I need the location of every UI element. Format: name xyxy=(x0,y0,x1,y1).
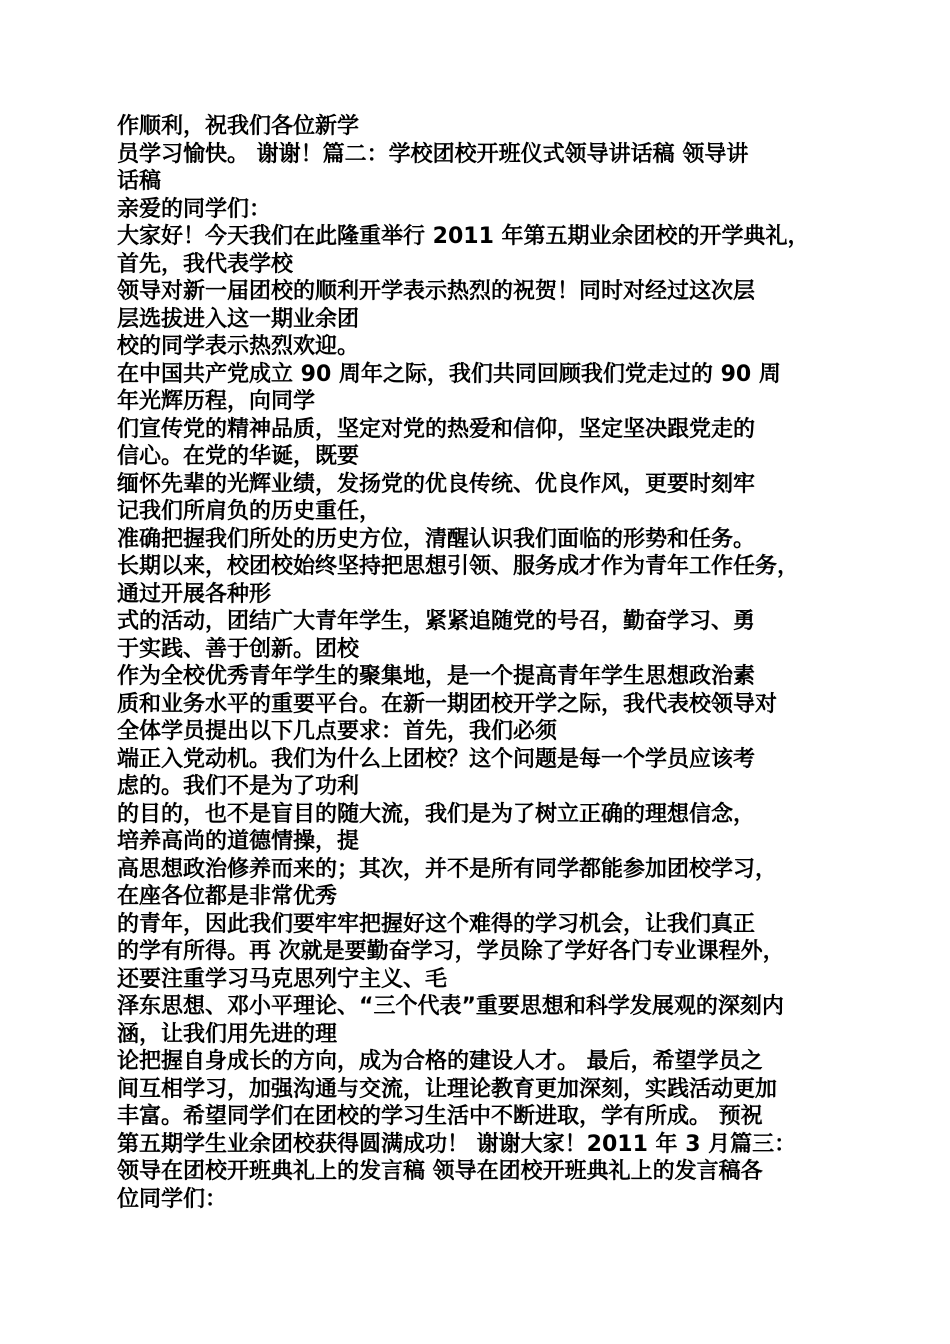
text-line: 的目的，也不是盲目的随大流，我们是为了树立正确的理想信念， xyxy=(117,801,756,827)
text-line: 记我们所肩负的历史重任， xyxy=(117,499,382,524)
text-line: 通过开展各种形 xyxy=(117,581,272,607)
text-line: 长期以来，校团校始终坚持把思想引领、服务成才作为青年工作任务， xyxy=(117,554,800,579)
text-line: 信心。在党的华诞，既要 xyxy=(117,444,360,469)
text-line: 泽东思想、邓小平理论、“三个代表”重要思想和科学发展观的深刻内 xyxy=(117,994,784,1019)
text-line: 培养高尚的道德情操，提 xyxy=(117,829,360,854)
text-line: 第五期学生业余团校获得圆满成功！ 谢谢大家！2011 年 3 月篇三： xyxy=(117,1131,797,1157)
text-line: 话稿 xyxy=(117,169,162,194)
text-line: 准确把握我们所处的历史方位，清醒认识我们面临的形势和任务。 xyxy=(117,526,756,552)
text-line: 大家好！今天我们在此隆重举行 2011 年第五期业余团校的开学典礼， xyxy=(117,224,810,249)
text-line: 们宣传党的精神品质，坚定对党的热爱和信仰，坚定坚决跟党走的 xyxy=(117,416,756,442)
text-line: 在座各位都是非常优秀 xyxy=(117,884,338,909)
document-body xyxy=(117,113,847,1213)
text-line: 作顺利，祝我们各位新学 xyxy=(117,114,360,139)
text-line: 领导对新一届团校的顺利开学表示热烈的祝贺！同时对经过这次层 xyxy=(117,279,756,304)
text-line: 端正入党动机。我们为什么上团校？这个问题是每一个学员应该考 xyxy=(117,746,756,772)
text-line: 层选拔进入这一期业余团 xyxy=(117,306,360,332)
text-line: 年光辉历程，向同学 xyxy=(117,389,316,414)
text-line: 缅怀先辈的光辉业绩，发扬党的优良传统、优良作风，更要时刻牢 xyxy=(117,471,756,497)
text-line: 员学习愉快。 谢谢！篇二：学校团校开班仪式领导讲话稿 领导讲 xyxy=(117,141,749,167)
text-line: 论把握自身成长的方向，成为合格的建设人才。 最后，希望学员之 xyxy=(117,1049,763,1074)
text-line: 的青年，因此我们要牢牢把握好这个难得的学习机会，让我们真正 xyxy=(117,911,756,937)
text-line: 还要注重学习马克思列宁主义、毛 xyxy=(117,966,448,992)
text-line: 首先，我代表学校 xyxy=(117,251,294,277)
text-line: 位同学们： xyxy=(117,1186,228,1212)
text-line: 间互相学习，加强沟通与交流，让理论教育更加深刻，实践活动更加 xyxy=(117,1076,778,1102)
text-line: 虑的。我们不是为了功利 xyxy=(117,774,360,799)
text-line: 亲爱的同学们： xyxy=(117,196,272,222)
text-line: 于实践、善于创新。团校 xyxy=(117,636,360,662)
text-line: 丰富。希望同学们在团校的学习生活中不断进取，学有所成。 预祝 xyxy=(117,1104,763,1129)
text-line: 领导在团校开班典礼上的发言稿 领导在团校开班典礼上的发言稿各 xyxy=(117,1159,763,1184)
text-line: 涵，让我们用先进的理 xyxy=(117,1021,338,1047)
text-line: 全体学员提出以下几点要求：首先，我们必须 xyxy=(117,719,558,744)
text-line: 高思想政治修养而来的；其次，并不是所有同学都能参加团校学习， xyxy=(117,856,778,882)
text-line: 在中国共产党成立 90 周年之际，我们共同回顾我们党走过的 90 周 xyxy=(117,361,781,387)
text-line: 作为全校优秀青年学生的聚集地，是一个提高青年学生思想政治素 xyxy=(117,664,756,689)
text-line: 的学有所得。再 次就是要勤奋学习，学员除了学好各门专业课程外， xyxy=(117,939,785,964)
text-line: 式的活动，团结广大青年学生，紧紧追随党的号召，勤奋学习、勇 xyxy=(117,609,756,634)
text-line: 质和业务水平的重要平台。在新一期团校开学之际，我代表校领导对 xyxy=(117,691,778,717)
text-line: 校的同学表示热烈欢迎。 xyxy=(117,334,360,359)
